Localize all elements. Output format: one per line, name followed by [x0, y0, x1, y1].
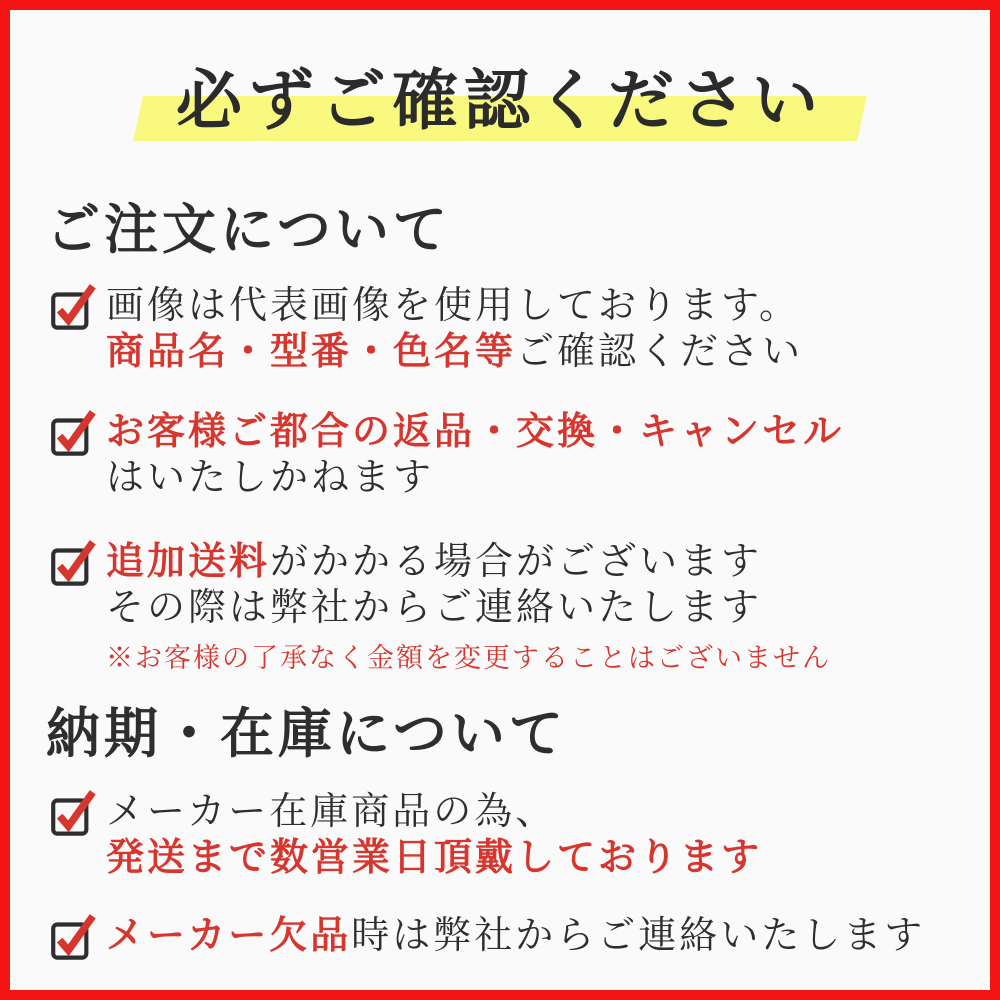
item-text: [106, 408, 844, 500]
item-text: [106, 538, 831, 676]
item-line-black: がかかる場合がございます: [270, 539, 763, 584]
item-line-red: メーカー欠品: [106, 912, 352, 958]
list-item-product-image: [50, 282, 970, 374]
item-line-red: お客様ご都合の返品・交換・キャンセル: [106, 408, 845, 454]
checkbox-icon: [50, 280, 96, 332]
item-line: [106, 408, 844, 454]
page-title-text: 必ずご確認ください: [176, 61, 824, 139]
checkbox-icon: [50, 406, 96, 458]
footnote: ※お客様の了承なく金額を変更することはございません: [106, 643, 831, 675]
section-heading-delivery: 納期・在庫について: [46, 701, 567, 766]
item-text: [106, 912, 925, 958]
item-line-black: その際は弊社からご連絡いたします: [106, 585, 763, 630]
item-line-black: 時は弊社からご連絡いたします: [351, 913, 926, 958]
item-line-black: ご確認ください: [516, 329, 804, 374]
item-line: [106, 454, 844, 500]
item-line-black: はいたしかねます: [106, 455, 435, 500]
item-line-red: 発送まで数営業日頂戴しております: [106, 834, 763, 880]
checkbox-icon: [50, 786, 96, 838]
list-item-extra-shipping: [50, 538, 970, 676]
section-heading-order: ご注文について: [46, 197, 451, 261]
item-line-red: 商品名・型番・色名等: [106, 328, 517, 374]
list-item-returns: [50, 408, 970, 500]
page-title: [10, 50, 990, 158]
item-text: [106, 788, 762, 880]
item-line: [106, 584, 831, 630]
list-item-maker-stock: [50, 788, 970, 880]
item-line: [106, 328, 803, 374]
item-line: [106, 834, 762, 880]
item-line-black: 画像は代表画像を使用しております。: [106, 283, 800, 328]
item-line: [106, 282, 803, 328]
list-item-maker-shortage: [50, 912, 970, 962]
item-line: [106, 788, 762, 834]
item-line: [106, 538, 831, 584]
item-line-red: 追加送料: [106, 538, 271, 584]
item-text: [106, 282, 803, 374]
item-line-black: メーカー在庫商品の為、: [106, 789, 557, 834]
checkbox-icon: [50, 536, 96, 588]
item-line: [106, 912, 925, 958]
checkbox-icon: [50, 910, 96, 962]
